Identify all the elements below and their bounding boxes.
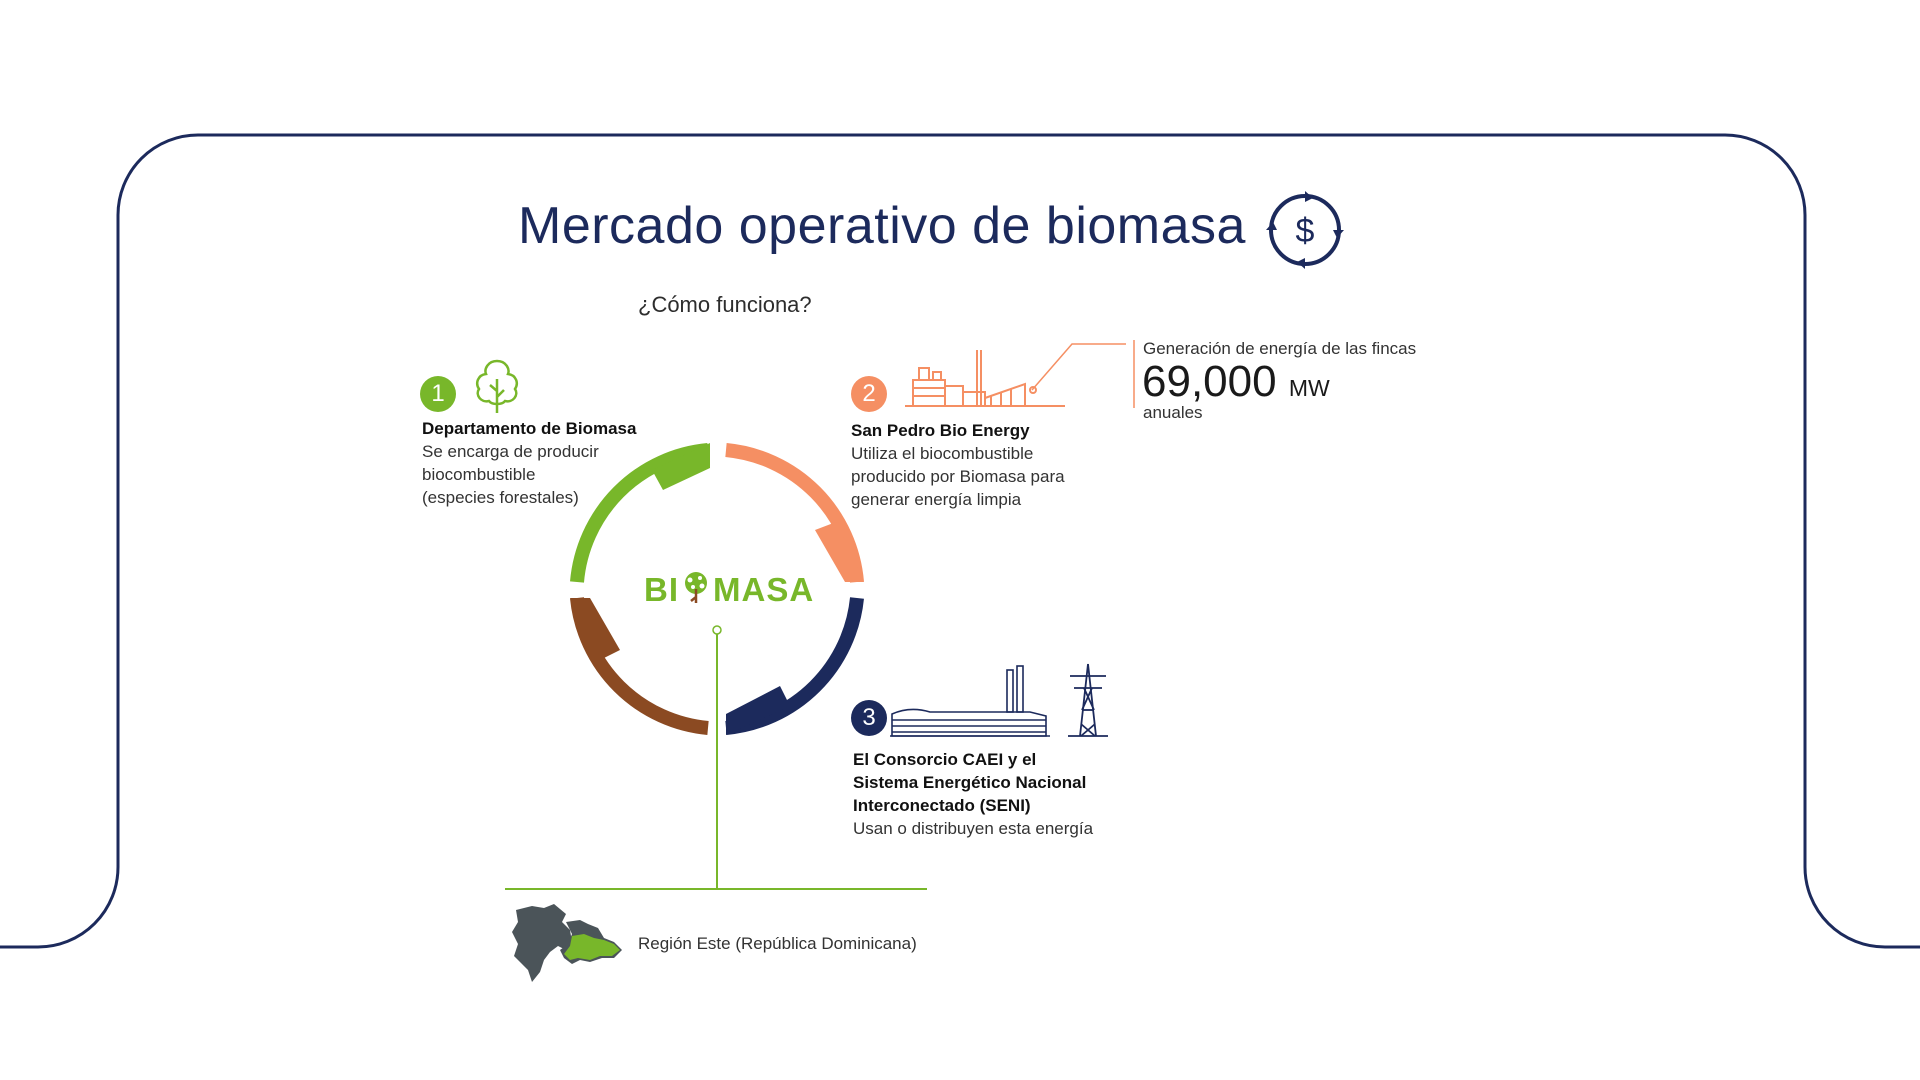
stat-connector	[1030, 340, 1140, 410]
region-label: Región Este (República Dominicana)	[638, 934, 917, 953]
step-3-title-line-2: Sistema Energético Nacional	[853, 773, 1087, 792]
biomasa-logo: BI MASA	[644, 571, 815, 608]
tree-icon	[468, 355, 526, 415]
step-3-number: 3	[851, 700, 887, 736]
subtitle: ¿Cómo funciona?	[638, 292, 812, 317]
dollar-cycle-icon	[1265, 190, 1345, 270]
step-1-number: 1	[420, 376, 456, 412]
stat-value: 69,000 MW	[1142, 357, 1330, 406]
tree-logo-icon	[680, 571, 712, 605]
svg-text:$: $	[1295, 212, 1315, 250]
step-3-title-line-3: Interconectado (SENI)	[853, 796, 1031, 815]
transmission-tower-icon	[1066, 662, 1110, 738]
step-1-description: Departamento de Biomasa Se encarga de producir biocombustible (especies forestales)	[422, 417, 682, 509]
stat-label: Generación de energía de las fincas	[1143, 339, 1417, 358]
step-3-description: El Consorcio CAEI y el Sistema Energético Nacional Interconectado (SENI) Usan o distribuyen esta energía	[853, 748, 1153, 840]
step-1-title: Departamento de Biomasa	[422, 419, 637, 438]
stat-unit: MW	[1288, 375, 1330, 401]
step-2-title: San Pedro Bio Energy	[851, 421, 1030, 440]
map-icon	[510, 900, 625, 985]
step-3-title-line-1: El Consorcio CAEI y el	[853, 750, 1037, 769]
page-title: Mercado operativo de biomasa	[518, 197, 1246, 255]
power-plant-icon	[890, 664, 1050, 738]
stat-note: anuales	[1143, 403, 1203, 422]
step-2-description: San Pedro Bio Energy Utiliza el biocombustible producido por Biomasa para generar energía limpia	[851, 419, 1131, 511]
step-2-number: 2	[851, 376, 887, 412]
